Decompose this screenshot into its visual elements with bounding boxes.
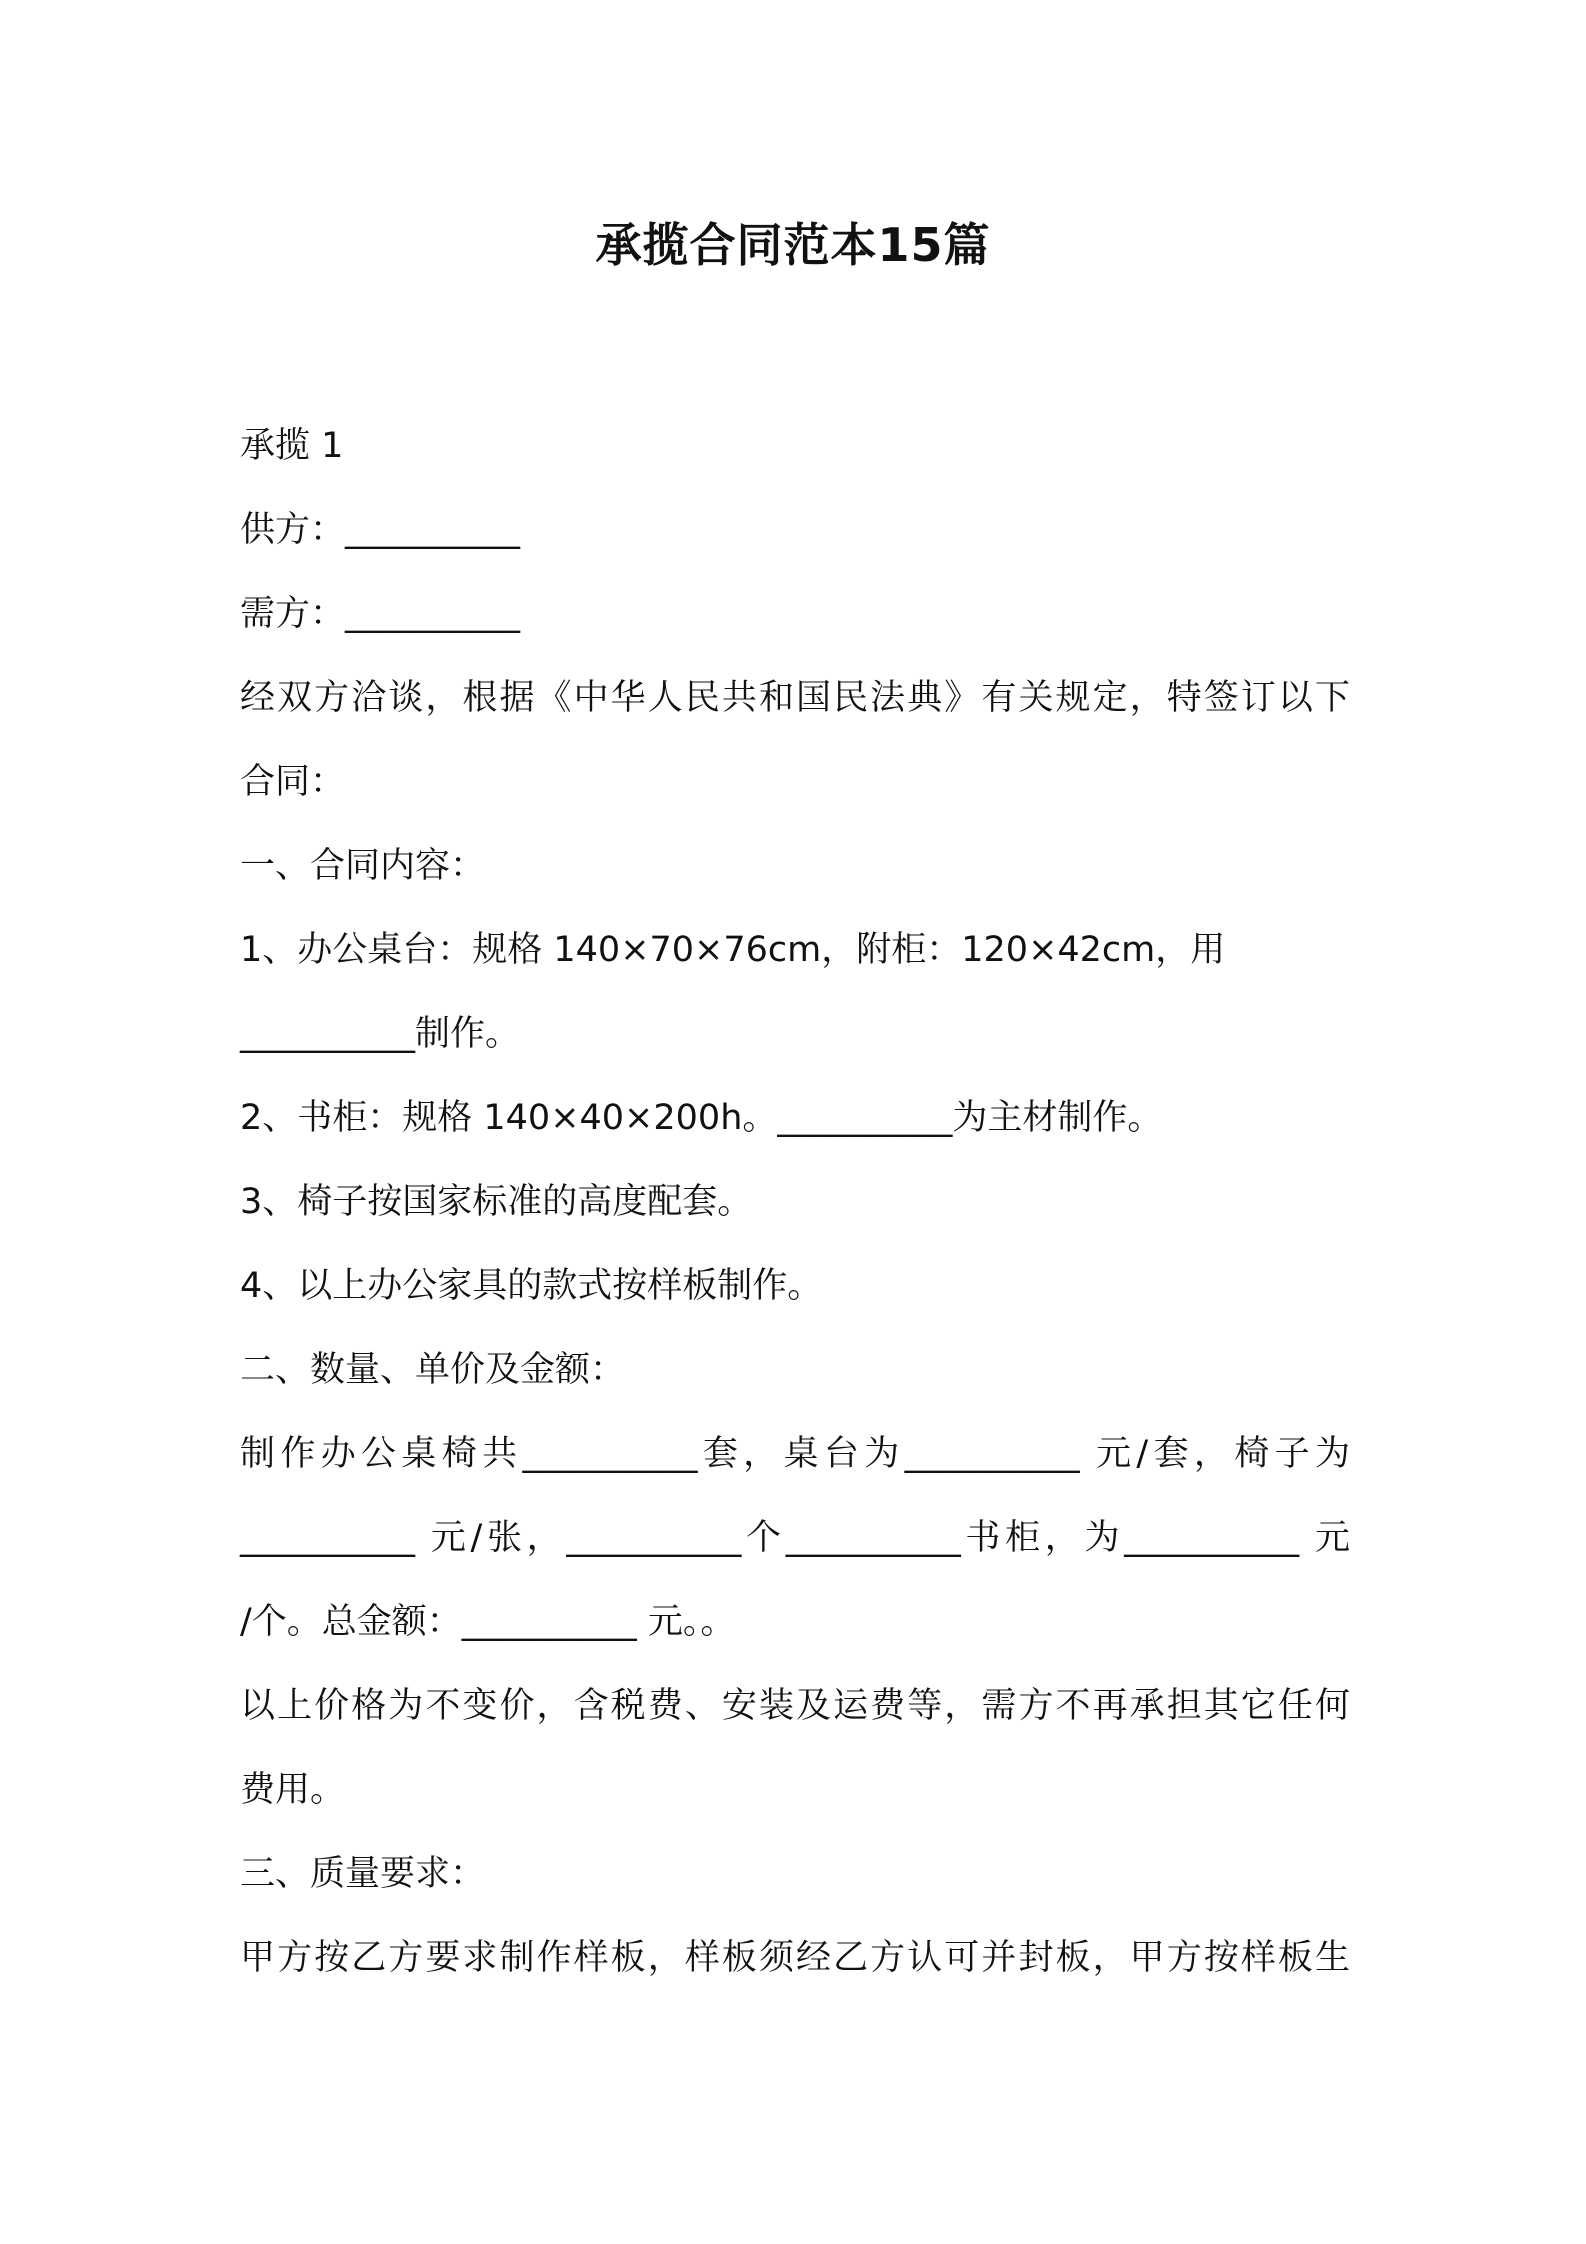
- paragraph-line: 1、办公桌台：规格 140×70×76cm，附柜：120×42cm，用: [240, 930, 1226, 970]
- paragraph-line: 4、以上办公家具的款式按样板制作。: [240, 1266, 823, 1306]
- section-label: 承揽 1: [240, 426, 344, 466]
- supplier-line: 供方：__________: [240, 510, 521, 550]
- heading-quality: 三、质量要求：: [240, 1854, 486, 1894]
- document-body: [240, 404, 1350, 2000]
- paragraph-line: 费用。: [240, 1770, 346, 1810]
- paragraph-line: __________制作。: [240, 1014, 521, 1054]
- paragraph-line: 以上价格为不变价，含税费、安装及运费等，需方不再承担其它任何: [240, 1686, 1350, 1726]
- paragraph-line: 合同：: [240, 762, 346, 802]
- heading-contract-content: 一、合同内容：: [240, 846, 486, 886]
- paragraph-line: 经双方洽谈，根据《中华人民共和国民法典》有关规定，特签订以下: [240, 678, 1350, 718]
- paragraph-line: 甲方按乙方要求制作样板，样板须经乙方认可并封板，甲方按样板生: [240, 1938, 1350, 1978]
- buyer-line: 需方：__________: [240, 594, 521, 634]
- paragraph-line: /个。总金额：__________ 元。。: [240, 1602, 736, 1642]
- paragraph-line: 3、椅子按国家标准的高度配套。: [240, 1182, 753, 1222]
- paragraph-line: __________ 元/张，__________个__________书柜，为__________ 元: [240, 1518, 1350, 1558]
- paragraph-line: 制作办公桌椅共__________套，桌台为__________ 元/套，椅子为: [240, 1434, 1350, 1474]
- document-title: 承揽合同范本15篇: [595, 218, 991, 272]
- paragraph-line: 2、书柜：规格 140×40×200h。__________为主材制作。: [240, 1098, 1163, 1138]
- heading-quantity-price: 二、数量、单价及金额：: [240, 1350, 626, 1390]
